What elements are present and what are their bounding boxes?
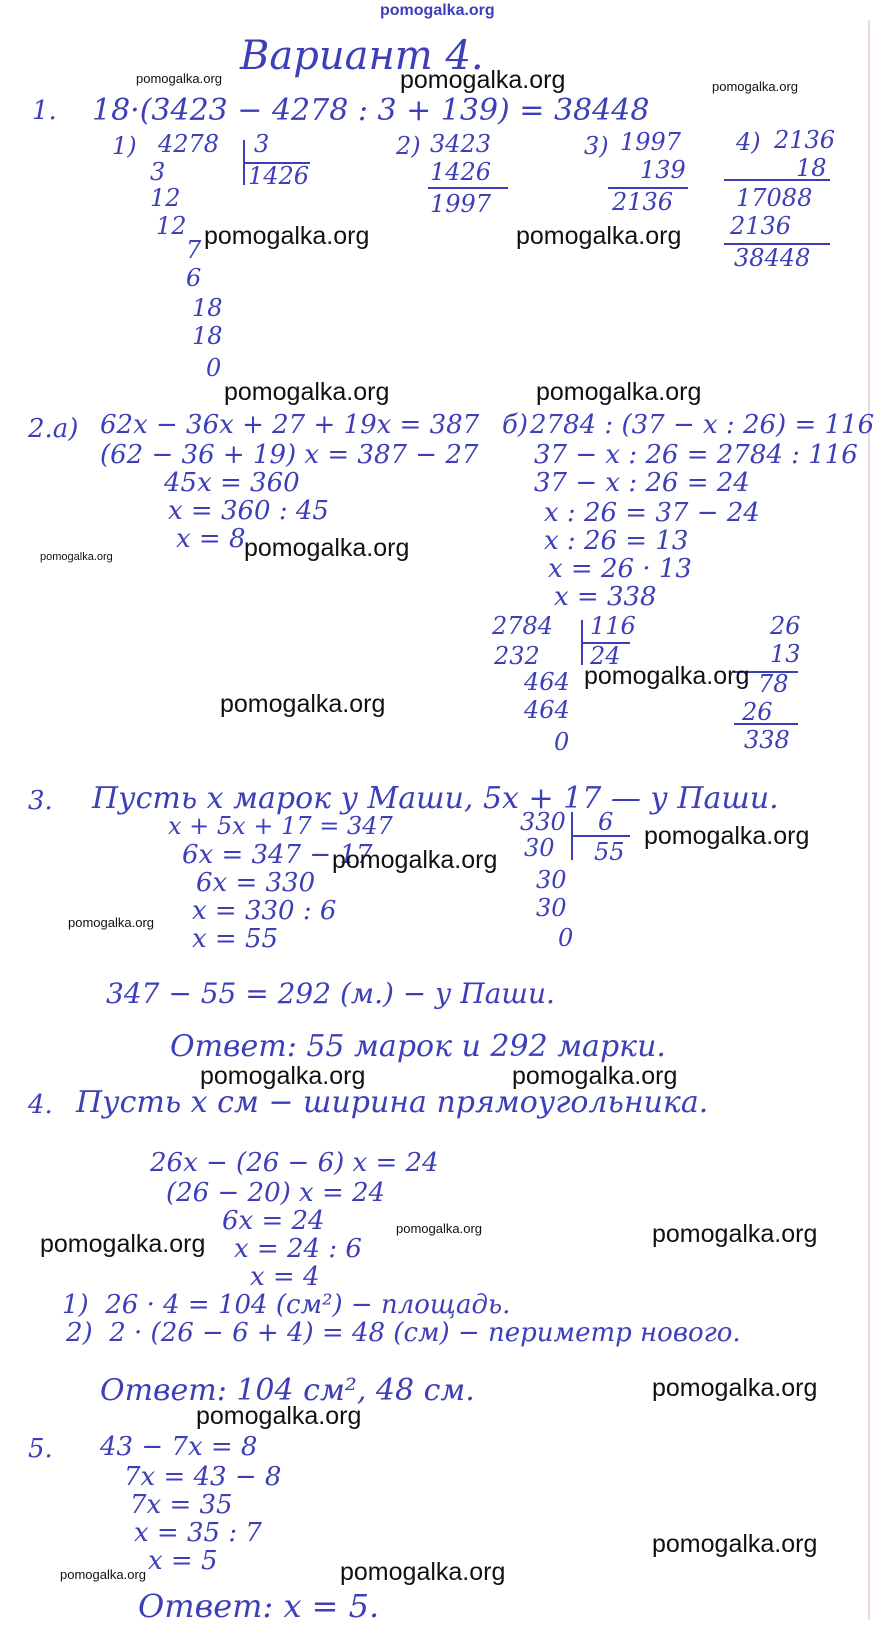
watermark: pomogalka.org — [196, 1402, 362, 1430]
task1-number: 1. — [32, 96, 57, 126]
task2b-div-quotient: 24 — [590, 642, 621, 670]
task2b-mult-b: 13 — [770, 640, 801, 668]
step1-line: 0 — [206, 354, 222, 382]
watermark: pomogalka.org — [68, 915, 154, 930]
watermark: pomogalka.org — [400, 66, 566, 94]
watermark: pomogalka.org — [200, 1062, 366, 1090]
watermark: pomogalka.org — [652, 1530, 818, 1558]
task2a-line: x = 8 — [176, 524, 246, 554]
watermark: pomogalka.org — [340, 1558, 506, 1586]
step4-result: 38448 — [734, 244, 811, 272]
step1-line: 7 — [186, 236, 202, 264]
watermark: pomogalka.org — [584, 662, 750, 690]
task5-line: 43 − 7x = 8 — [100, 1432, 258, 1462]
task2a-line: (62 − 36 + 19) x = 387 − 27 — [100, 440, 479, 470]
task4-step1: 1) 26 · 4 = 104 (см²) − площадь. — [62, 1290, 511, 1320]
task2b-mult-result: 338 — [744, 726, 790, 754]
task1-step1-label: 1) — [112, 132, 137, 160]
task4-step2: 2) 2 · (26 − 6 + 4) = 48 (см) − периметр нового. — [66, 1318, 741, 1348]
watermark: pomogalka.org — [536, 378, 702, 406]
step3-a: 1997 — [620, 128, 682, 156]
step1-quotient: 1426 — [248, 162, 310, 190]
task1-step4-label: 4) — [736, 128, 761, 156]
task3-line: 6x = 347 − 17 — [182, 840, 373, 870]
task2b-line: x : 26 = 13 — [544, 526, 689, 556]
watermark: pomogalka.org — [512, 1062, 678, 1090]
step2-a: 3423 — [430, 130, 492, 158]
task2b-line: x = 338 — [554, 582, 657, 612]
task2b-line: 2784 : (37 − x : 26) = 116 — [530, 410, 875, 440]
step1-divisor: 3 — [254, 130, 270, 158]
task3-div-quotient: 55 — [594, 838, 625, 866]
watermark: pomogalka.org — [332, 846, 498, 874]
task3-number: 3. — [28, 786, 53, 816]
watermark: pomogalka.org — [652, 1374, 818, 1402]
step2-result: 1997 — [430, 190, 492, 218]
watermark: pomogalka.org — [136, 71, 222, 86]
task1-step3-label: 3) — [584, 132, 609, 160]
task4-line: x = 24 : 6 — [234, 1234, 362, 1264]
task3-div-line: 30 — [536, 866, 567, 894]
task3-answer: Ответ: 55 марок и 292 марки. — [170, 1029, 666, 1064]
task5-line: 7x = 35 — [130, 1490, 233, 1520]
step1-line: 12 — [156, 212, 187, 240]
task3-line: x = 55 — [192, 924, 279, 954]
watermark: pomogalka.org — [40, 1230, 206, 1258]
step3-result: 2136 — [612, 188, 674, 216]
task2b-div-line: 232 — [494, 642, 540, 670]
watermark: pomogalka.org — [712, 79, 798, 94]
step1-line: 18 — [192, 294, 223, 322]
task3-div-dividend: 330 — [520, 808, 566, 836]
step1-line: 3 — [150, 158, 166, 186]
task2b-line: 37 − x : 26 = 2784 : 116 — [534, 440, 858, 470]
task4-line: x = 4 — [250, 1262, 320, 1292]
task4-line: 26x − (26 − 6) x = 24 — [150, 1148, 439, 1178]
task2b-line: 37 − x : 26 = 24 — [534, 468, 750, 498]
task3-div-line: 30 — [524, 834, 555, 862]
step1-line: 18 — [192, 322, 223, 350]
task3-line: x + 5x + 17 = 347 — [168, 812, 393, 840]
task4-number: 4. — [28, 1090, 53, 1120]
watermark: pomogalka.org — [40, 551, 113, 563]
task4-line: (26 − 20) x = 24 — [166, 1178, 386, 1208]
task2b-div-dividend: 2784 — [492, 612, 554, 640]
task2b-line: x : 26 = 37 − 24 — [544, 498, 760, 528]
task2b-mult-p2: 26 — [742, 698, 773, 726]
watermark: pomogalka.org — [60, 1567, 146, 1582]
step4-b: 18 — [796, 154, 827, 182]
watermark: pomogalka.org — [652, 1220, 818, 1248]
task2b-div-divisor: 116 — [590, 612, 636, 640]
task5-answer: Ответ: x = 5. — [138, 1587, 380, 1625]
step1-line: 4278 — [158, 130, 220, 158]
task3-line: 6x = 330 — [196, 868, 316, 898]
task1-expression: 18·(3423 − 4278 : 3 + 139) = 38448 — [92, 93, 650, 128]
task2b-label: б) — [502, 410, 529, 440]
task2a-label: 2.а) — [28, 414, 79, 444]
watermark: pomogalka.org — [204, 222, 370, 250]
task2b-div-line: 0 — [554, 728, 570, 756]
task1-step2-label: 2) — [396, 132, 421, 160]
task2b-mult-a: 26 — [770, 612, 801, 640]
step4-a: 2136 — [774, 126, 836, 154]
step1-line: 12 — [150, 184, 181, 212]
watermark: pomogalka.org — [224, 378, 390, 406]
step3-b: 139 — [640, 156, 686, 184]
task2b-div-line: 464 — [524, 696, 570, 724]
task3-div-line: 0 — [558, 924, 574, 952]
step4-partial1: 17088 — [736, 184, 813, 212]
task5-line: x = 5 — [148, 1546, 218, 1576]
task3-calc: 347 − 55 = 292 (м.) − у Паши. — [106, 977, 555, 1010]
task3-div-divisor: 6 — [598, 808, 614, 836]
task5-line: 7x = 43 − 8 — [124, 1462, 282, 1492]
task4-intro: Пусть x см − ширина прямоугольника. — [76, 1085, 709, 1120]
watermark: pomogalka.org — [516, 222, 682, 250]
task2a-line: x = 360 : 45 — [168, 496, 329, 526]
task2b-div-line: 464 — [524, 668, 570, 696]
step1-line: 6 — [186, 264, 202, 292]
variant-title: Вариант 4. — [240, 33, 484, 79]
watermark-top: pomogalka.org — [380, 2, 495, 19]
task4-answer: Ответ: 104 см², 48 см. — [100, 1373, 475, 1408]
task5-number: 5. — [28, 1434, 53, 1464]
task2b-mult-p1: 78 — [758, 670, 789, 698]
task2a-line: 45x = 360 — [164, 468, 300, 498]
watermark: pomogalka.org — [220, 690, 386, 718]
task3-div-line: 30 — [536, 894, 567, 922]
task5-line: x = 35 : 7 — [134, 1518, 262, 1548]
task3-intro: Пусть x марок у Маши, 5x + 17 — у Паши. — [92, 781, 779, 816]
watermark: pomogalka.org — [244, 534, 410, 562]
watermark: pomogalka.org — [396, 1221, 482, 1236]
task2a-line: 62x − 36x + 27 + 19x = 387 — [100, 410, 480, 440]
step4-partial2: 2136 — [730, 212, 792, 240]
task4-line: 6x = 24 — [222, 1206, 325, 1236]
watermark: pomogalka.org — [644, 822, 810, 850]
step2-b: 1426 — [430, 158, 492, 186]
task2b-line: x = 26 · 13 — [548, 554, 692, 584]
task3-line: x = 330 : 6 — [192, 896, 337, 926]
